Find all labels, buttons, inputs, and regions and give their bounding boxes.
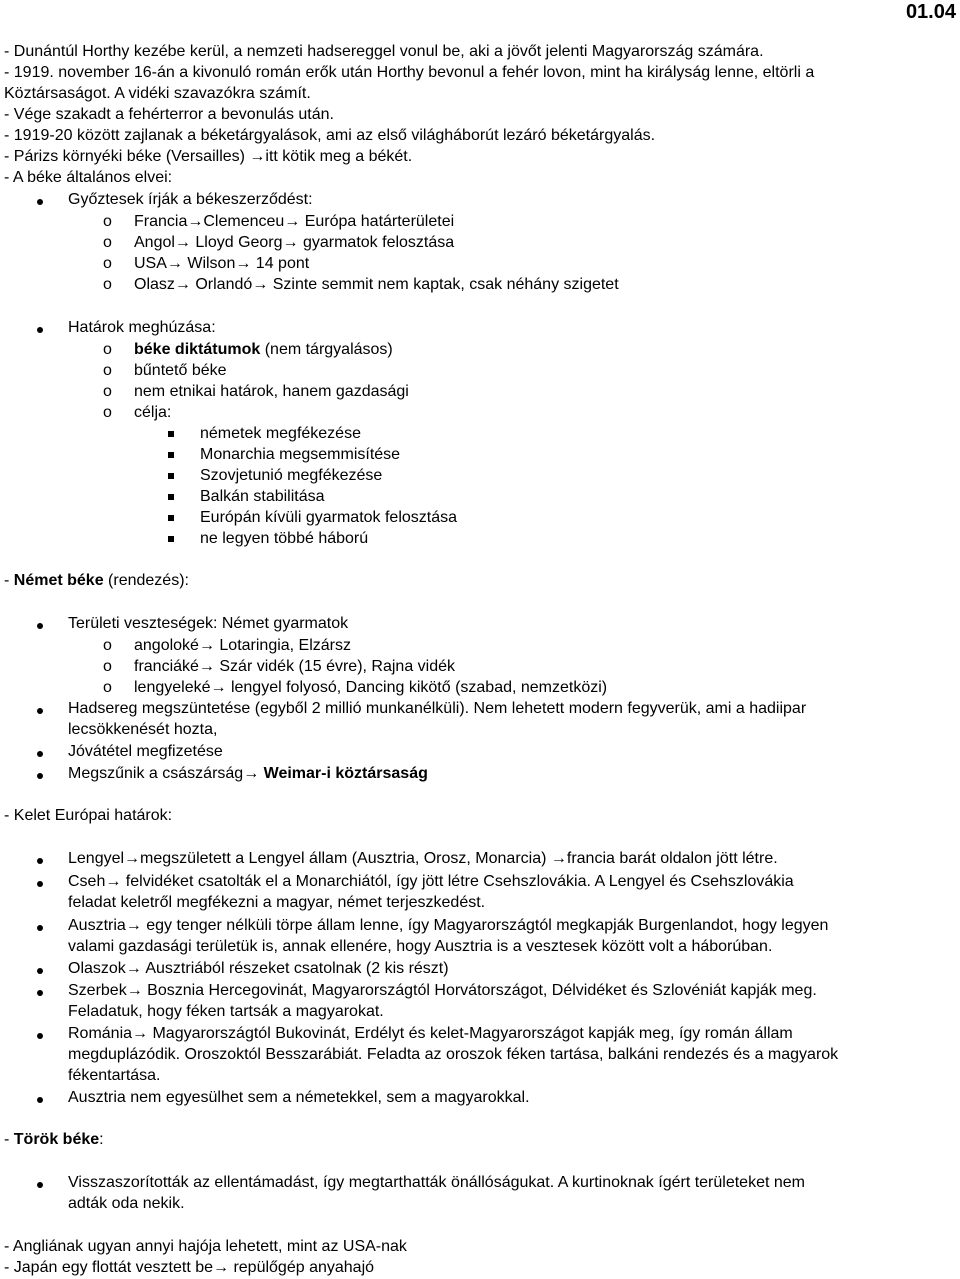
german-heading — [4, 571, 189, 591]
east-item-cont: valami gazdasági területük is, annak ellenére, hogy Ausztria is a vesztesek között volt a háborúban. — [68, 938, 773, 955]
circle-bullet-icon: o — [103, 341, 112, 358]
goal-item: ne legyen többé háború — [200, 530, 369, 547]
border-item: célja: — [134, 404, 172, 421]
border-item: nem etnikai határok, hanem gazdasági — [134, 383, 409, 400]
east-item: Szerbek→ Bosznia Hercegovinát, Magyarországtól Horvátországot, Délvidéket és Szlovéniát kapják meg. — [68, 982, 817, 999]
heading-bold: Török béke — [13, 1131, 100, 1148]
square-bullet-icon — [168, 431, 174, 437]
east-item: Olaszok→ Ausztriából részeket csatolnak (2 kis részt) — [68, 960, 449, 977]
circle-bullet-icon: o — [103, 637, 112, 654]
borders-heading: Határok meghúzása: — [68, 319, 216, 336]
intro-line: Köztársaságot. A vidéki szavazókra számít. — [4, 85, 311, 102]
east-item: Románia→ Magyarországtól Bukovinát, Erdélyt és kelet-Magyarországot kapják meg, így román állam — [68, 1025, 793, 1042]
bullet-icon — [37, 968, 43, 974]
heading-prefix: - — [4, 572, 14, 589]
east-item: Ausztria nem egyesülhet sem a németekkel, sem a magyarokkal. — [68, 1089, 530, 1106]
bullet-icon — [37, 990, 43, 996]
circle-bullet-icon: o — [103, 234, 112, 251]
turkish-heading — [4, 1130, 104, 1150]
territory-item: lengyeleké→ lengyel folyosó, Dancing kikötő (szabad, nemzetközi) — [134, 679, 608, 696]
circle-bullet-icon: o — [103, 213, 112, 230]
army-line-cont: lecsökkenését hozta, — [68, 721, 218, 738]
goal-item: Szovjetunió megfékezése — [200, 467, 383, 484]
east-item-cont: Feladatuk, hogy féken tartsák a magyarokat. — [68, 1003, 384, 1020]
winner-item: USA→ Wilson→ 14 pont — [134, 255, 310, 272]
heading-rest: : — [99, 1131, 104, 1148]
bullet-icon — [37, 708, 43, 714]
winner-item: Olasz→ Orlandó→ Szinte semmit nem kaptak, csak néhány szigetet — [134, 276, 619, 293]
goal-item: Monarchia megsemmisítése — [200, 446, 401, 463]
square-bullet-icon — [168, 494, 174, 500]
territory-item: franciáké→ Szár vidék (15 évre), Rajna vidék — [134, 658, 456, 675]
east-item-cont: fékentartása. — [68, 1067, 161, 1084]
territory-item: angoloké→ Lotaringia, Elzársz — [134, 637, 352, 654]
east-heading: - Kelet Európai határok: — [4, 807, 173, 824]
circle-bullet-icon: o — [103, 276, 112, 293]
bullet-icon — [37, 199, 43, 205]
bullet-icon — [37, 881, 43, 887]
reparation-line: Jóvátétel megfizetése — [68, 743, 223, 760]
intro-line: - Párizs környéki béke (Versailles) →itt kötik meg a békét. — [4, 148, 413, 165]
dictate-rest: (nem tárgyalásos) — [260, 341, 393, 358]
heading-prefix: - — [4, 1131, 14, 1148]
intro-line: - Dunántúl Horthy kezébe kerül, a nemzeti hadsereggel vonul be, aki a jövőt jelenti Magyarország számára. — [4, 43, 764, 60]
weimar-bold: Weimar-i köztársaság — [263, 765, 428, 782]
border-item — [134, 340, 393, 360]
border-item: bűntető béke — [134, 362, 227, 379]
bullet-icon — [37, 1097, 43, 1103]
square-bullet-icon — [168, 473, 174, 479]
bullet-icon — [37, 623, 43, 629]
square-bullet-icon — [168, 515, 174, 521]
losses-line: Területi veszteségek: Német gyarmatok — [68, 615, 349, 632]
bullet-icon — [37, 1182, 43, 1188]
bullet-icon — [37, 327, 43, 333]
intro-line: - A béke általános elvei: — [4, 169, 173, 186]
heading-rest: (rendezés): — [103, 572, 189, 589]
turkish-item-cont: adták oda nekik. — [68, 1195, 185, 1212]
circle-bullet-icon: o — [103, 362, 112, 379]
east-item: Cseh→ felvidéket csatolták el a Monarchiától, így jött létre Csehszlovákia. A Lengyel és Csehszlovákia — [68, 873, 794, 890]
heading-bold: Német béke — [13, 572, 104, 589]
empire-plain: Megszűnik a császárság→ — [68, 765, 264, 782]
goal-item: németek megfékezése — [200, 425, 361, 442]
page-number: 01.04 — [905, 1, 956, 23]
bullet-icon — [37, 925, 43, 931]
intro-line: - Vége szakadt a fehérterror a bevonulás után. — [4, 106, 334, 123]
goal-item: Balkán stabilitása — [200, 488, 325, 505]
circle-bullet-icon: o — [103, 383, 112, 400]
circle-bullet-icon: o — [103, 658, 112, 675]
winner-item: Francia→Clemenceu→ Európa határterületei — [134, 213, 455, 230]
bullet-icon — [37, 773, 43, 779]
east-item-cont: feladat keletről megfékezni a magyar, német terjeszkedést. — [68, 894, 486, 911]
turkish-item: Visszaszorították az ellentámadást, így megtarthatták önállóságukat. A kurtinoknak ígért területeket nem — [68, 1174, 805, 1191]
east-item: Ausztria→ egy tenger nélküli törpe állam lenne, így Magyarországtól megkapják Burgenlandot, hogy legyen — [68, 917, 829, 934]
east-item-cont: megduplázódik. Oroszoktól Besszarábiát. Feladta az oroszok féken tartása, balkáni rendezés és a magyarok — [68, 1046, 839, 1063]
circle-bullet-icon: o — [103, 404, 112, 421]
army-line: Hadsereg megszüntetése (egyből 2 millió munkanélküli). Nem lehetett modern fegyverük, ami a hadiipar — [68, 700, 807, 717]
winner-item: Angol→ Lloyd Georg→ gyarmatok felosztása — [134, 234, 455, 251]
closing-line: - Angliának ugyan annyi hajója lehetett, mint az USA-nak — [4, 1238, 407, 1255]
bullet-icon — [37, 858, 43, 864]
bullet-icon — [37, 1033, 43, 1039]
goal-item: Európán kívüli gyarmatok felosztása — [200, 509, 458, 526]
square-bullet-icon — [168, 536, 174, 542]
bullet-icon — [37, 751, 43, 757]
east-item: Lengyel→megszületett a Lengyel állam (Ausztria, Orosz, Monarcia) →francia barát oldalon jött létre. — [68, 850, 778, 867]
closing-line: - Japán egy flottát vesztett be→ repülőgép anyahajó — [4, 1259, 375, 1276]
square-bullet-icon — [168, 452, 174, 458]
intro-line: - 1919-20 között zajlanak a béketárgyalások, ami az első világháborút lezáró béketárgyalás. — [4, 127, 656, 144]
circle-bullet-icon: o — [103, 255, 112, 272]
circle-bullet-icon: o — [103, 679, 112, 696]
winners-heading: Győztesek írják a békeszerződést: — [68, 191, 313, 208]
dictate-bold: béke diktátumok — [134, 341, 261, 358]
empire-line — [68, 764, 428, 784]
intro-line: - 1919. november 16-án a kivonuló román erők után Horthy bevonul a fehér lovon, mint ha királyság lenne, eltörli a — [4, 64, 815, 81]
